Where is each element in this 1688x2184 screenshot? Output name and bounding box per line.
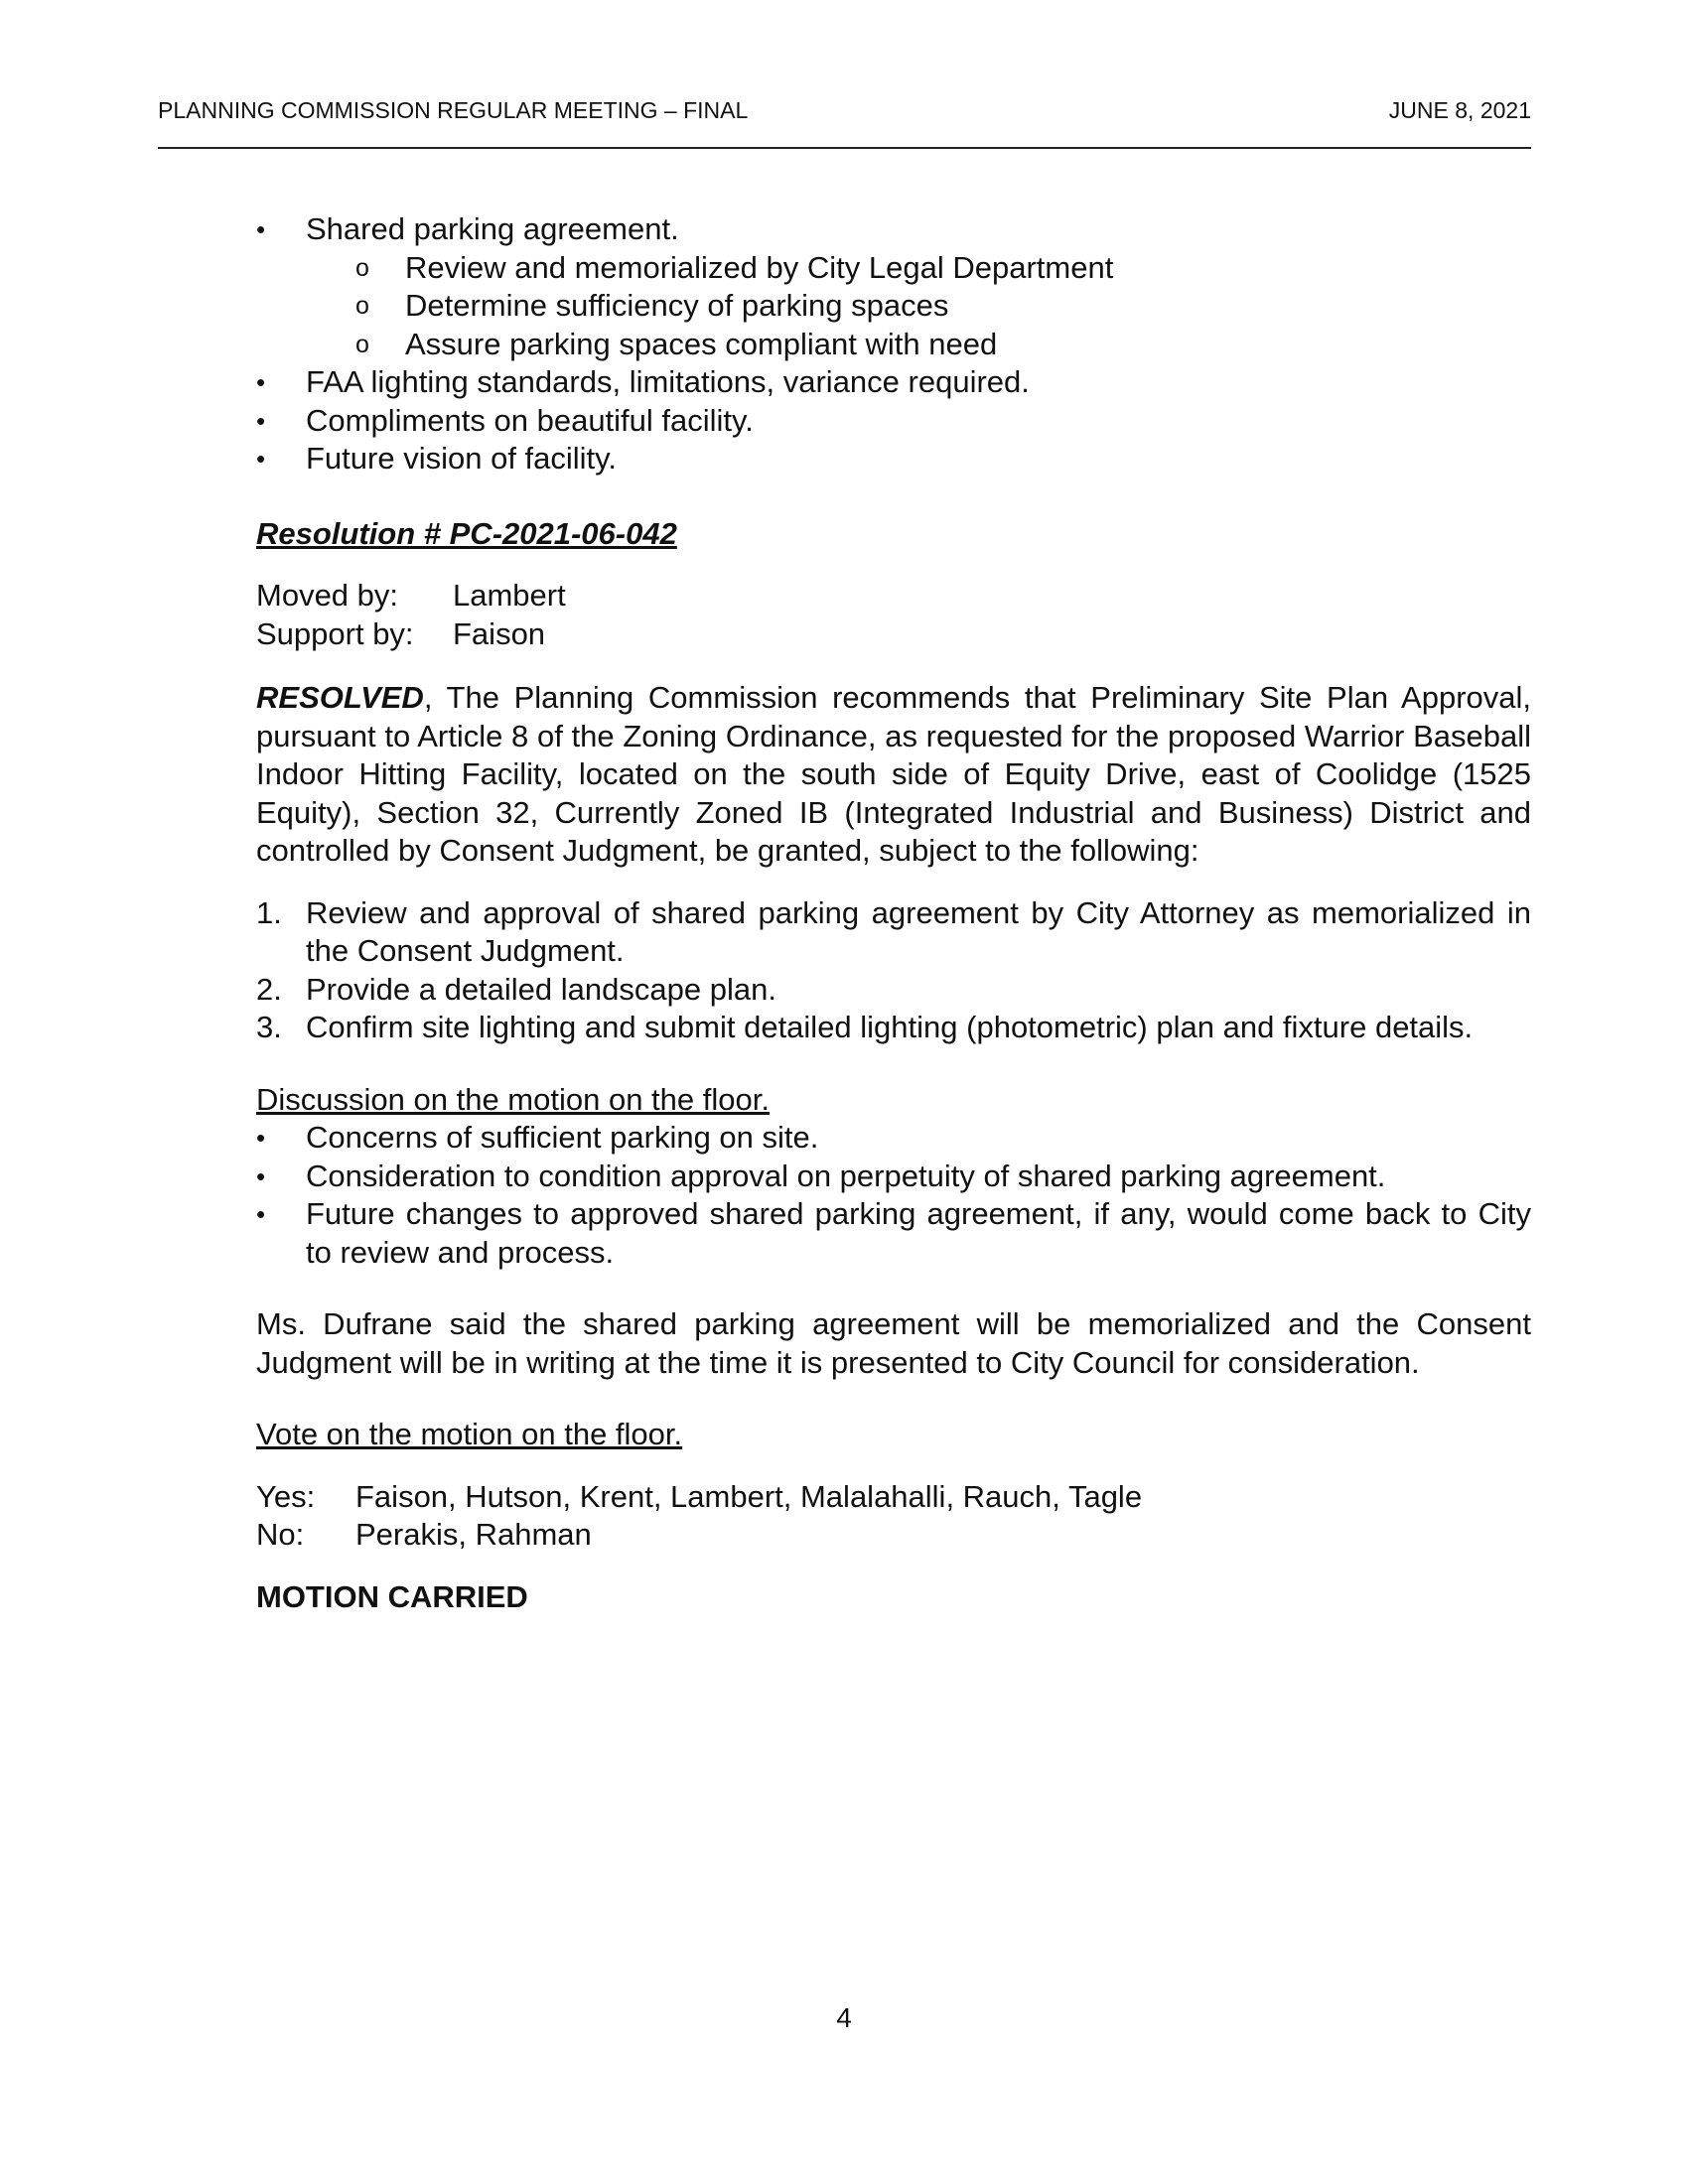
resolution-title: Resolution # PC-2021-06-042: [256, 515, 677, 551]
moved-by-value: Lambert: [453, 578, 566, 613]
condition-number: 3.: [256, 1010, 282, 1044]
support-by-value: Faison: [453, 615, 546, 651]
page-header: [158, 97, 1531, 124]
condition-text: Provide a detailed landscape plan.: [306, 971, 776, 1007]
header-title: PLANNING COMMISSION REGULAR MEETING – FINAL: [158, 97, 749, 123]
motion-makers: [256, 577, 1531, 653]
vote-no-row: [256, 1516, 1531, 1555]
conditions-list: [256, 894, 1531, 1047]
top-bullet-list: [256, 210, 1531, 478]
resolution-paragraph: [256, 679, 1531, 871]
list-item: • Future vision of facility.: [256, 440, 1531, 478]
list-item: • Future changes to approved shared parking agreement, if any, would come back to City to review and process.: [256, 1195, 1531, 1272]
condition-item: [256, 1009, 1531, 1047]
resolved-keyword: RESOLVED: [256, 680, 424, 715]
vote-yes-value: Faison, Hutson, Krent, Lambert, Malalahalli, Rauch, Tagle: [355, 1478, 1143, 1514]
vote-yes-row: [256, 1478, 1531, 1517]
list-item: • Concerns of sufficient parking on site.: [256, 1119, 1531, 1158]
list-item: • Compliments on beautiful facility.: [256, 402, 1531, 441]
vote-no-label: No:: [256, 1517, 305, 1552]
page-number: 4: [836, 2002, 852, 2033]
list-item: [256, 210, 1531, 363]
vote-results: [256, 1478, 1531, 1555]
header-date: JUNE 8, 2021: [1388, 97, 1531, 123]
sub-list-item: o Assure parking spaces compliant with need: [306, 326, 1531, 364]
list-item: • Consideration to condition approval on perpetuity of shared parking agreement.: [256, 1158, 1531, 1196]
statement-paragraph: Ms. Dufrane said the shared parking agreement will be memorialized and the Consent Judgment will be in writing at the time it is presented to City Council for consideration.: [256, 1306, 1531, 1380]
vote-yes-label: Yes:: [256, 1478, 316, 1514]
condition-number: 2.: [256, 971, 282, 1007]
vote-heading: Vote on the motion on the floor.: [256, 1417, 683, 1451]
condition-text: Confirm site lighting and submit detailed lighting (photometric) plan and fixture details.: [306, 1010, 1474, 1044]
sub-bullet-list: [306, 249, 1531, 364]
vote-no-value: Perakis, Rahman: [355, 1517, 592, 1552]
resolved-text: , The Planning Commission recommends that Preliminary Site Plan Approval, pursuant to Article 8 of the Zoning Ordinance, as requested for the proposed Warrior Baseball Indoor Hitting Facility, located on the south side of Equity Drive, east of Coolidge (1525 Equity), Section 32, Currently Zoned IB (Integrated Industrial and Business) District and controlled by Consent Judgment, be granted, subject to the following:: [256, 680, 1531, 868]
condition-text: Review and approval of shared parking agreement by City Attorney as memorialized in the Consent Judgment.: [306, 894, 1531, 968]
support-by-row: [256, 615, 1531, 654]
document-body: [256, 210, 1531, 1616]
support-by-label: Support by:: [256, 615, 414, 651]
moved-by-row: [256, 577, 1531, 615]
moved-by-label: Moved by:: [256, 578, 399, 613]
discussion-heading: Discussion on the motion on the floor.: [256, 1081, 770, 1117]
discussion-list: [256, 1119, 1531, 1272]
list-item: • FAA lighting standards, limitations, variance required.: [256, 363, 1531, 402]
motion-result: MOTION CARRIED: [256, 1578, 528, 1614]
list-item-text: Shared parking agreement.: [306, 211, 679, 246]
header-divider: [158, 147, 1531, 149]
sub-list-item: o Review and memorialized by City Legal Department: [306, 249, 1531, 288]
sub-list-item: o Determine sufficiency of parking spaces: [306, 287, 1531, 326]
condition-number: 1.: [256, 894, 282, 930]
condition-item: [256, 894, 1531, 971]
condition-item: [256, 971, 1531, 1010]
